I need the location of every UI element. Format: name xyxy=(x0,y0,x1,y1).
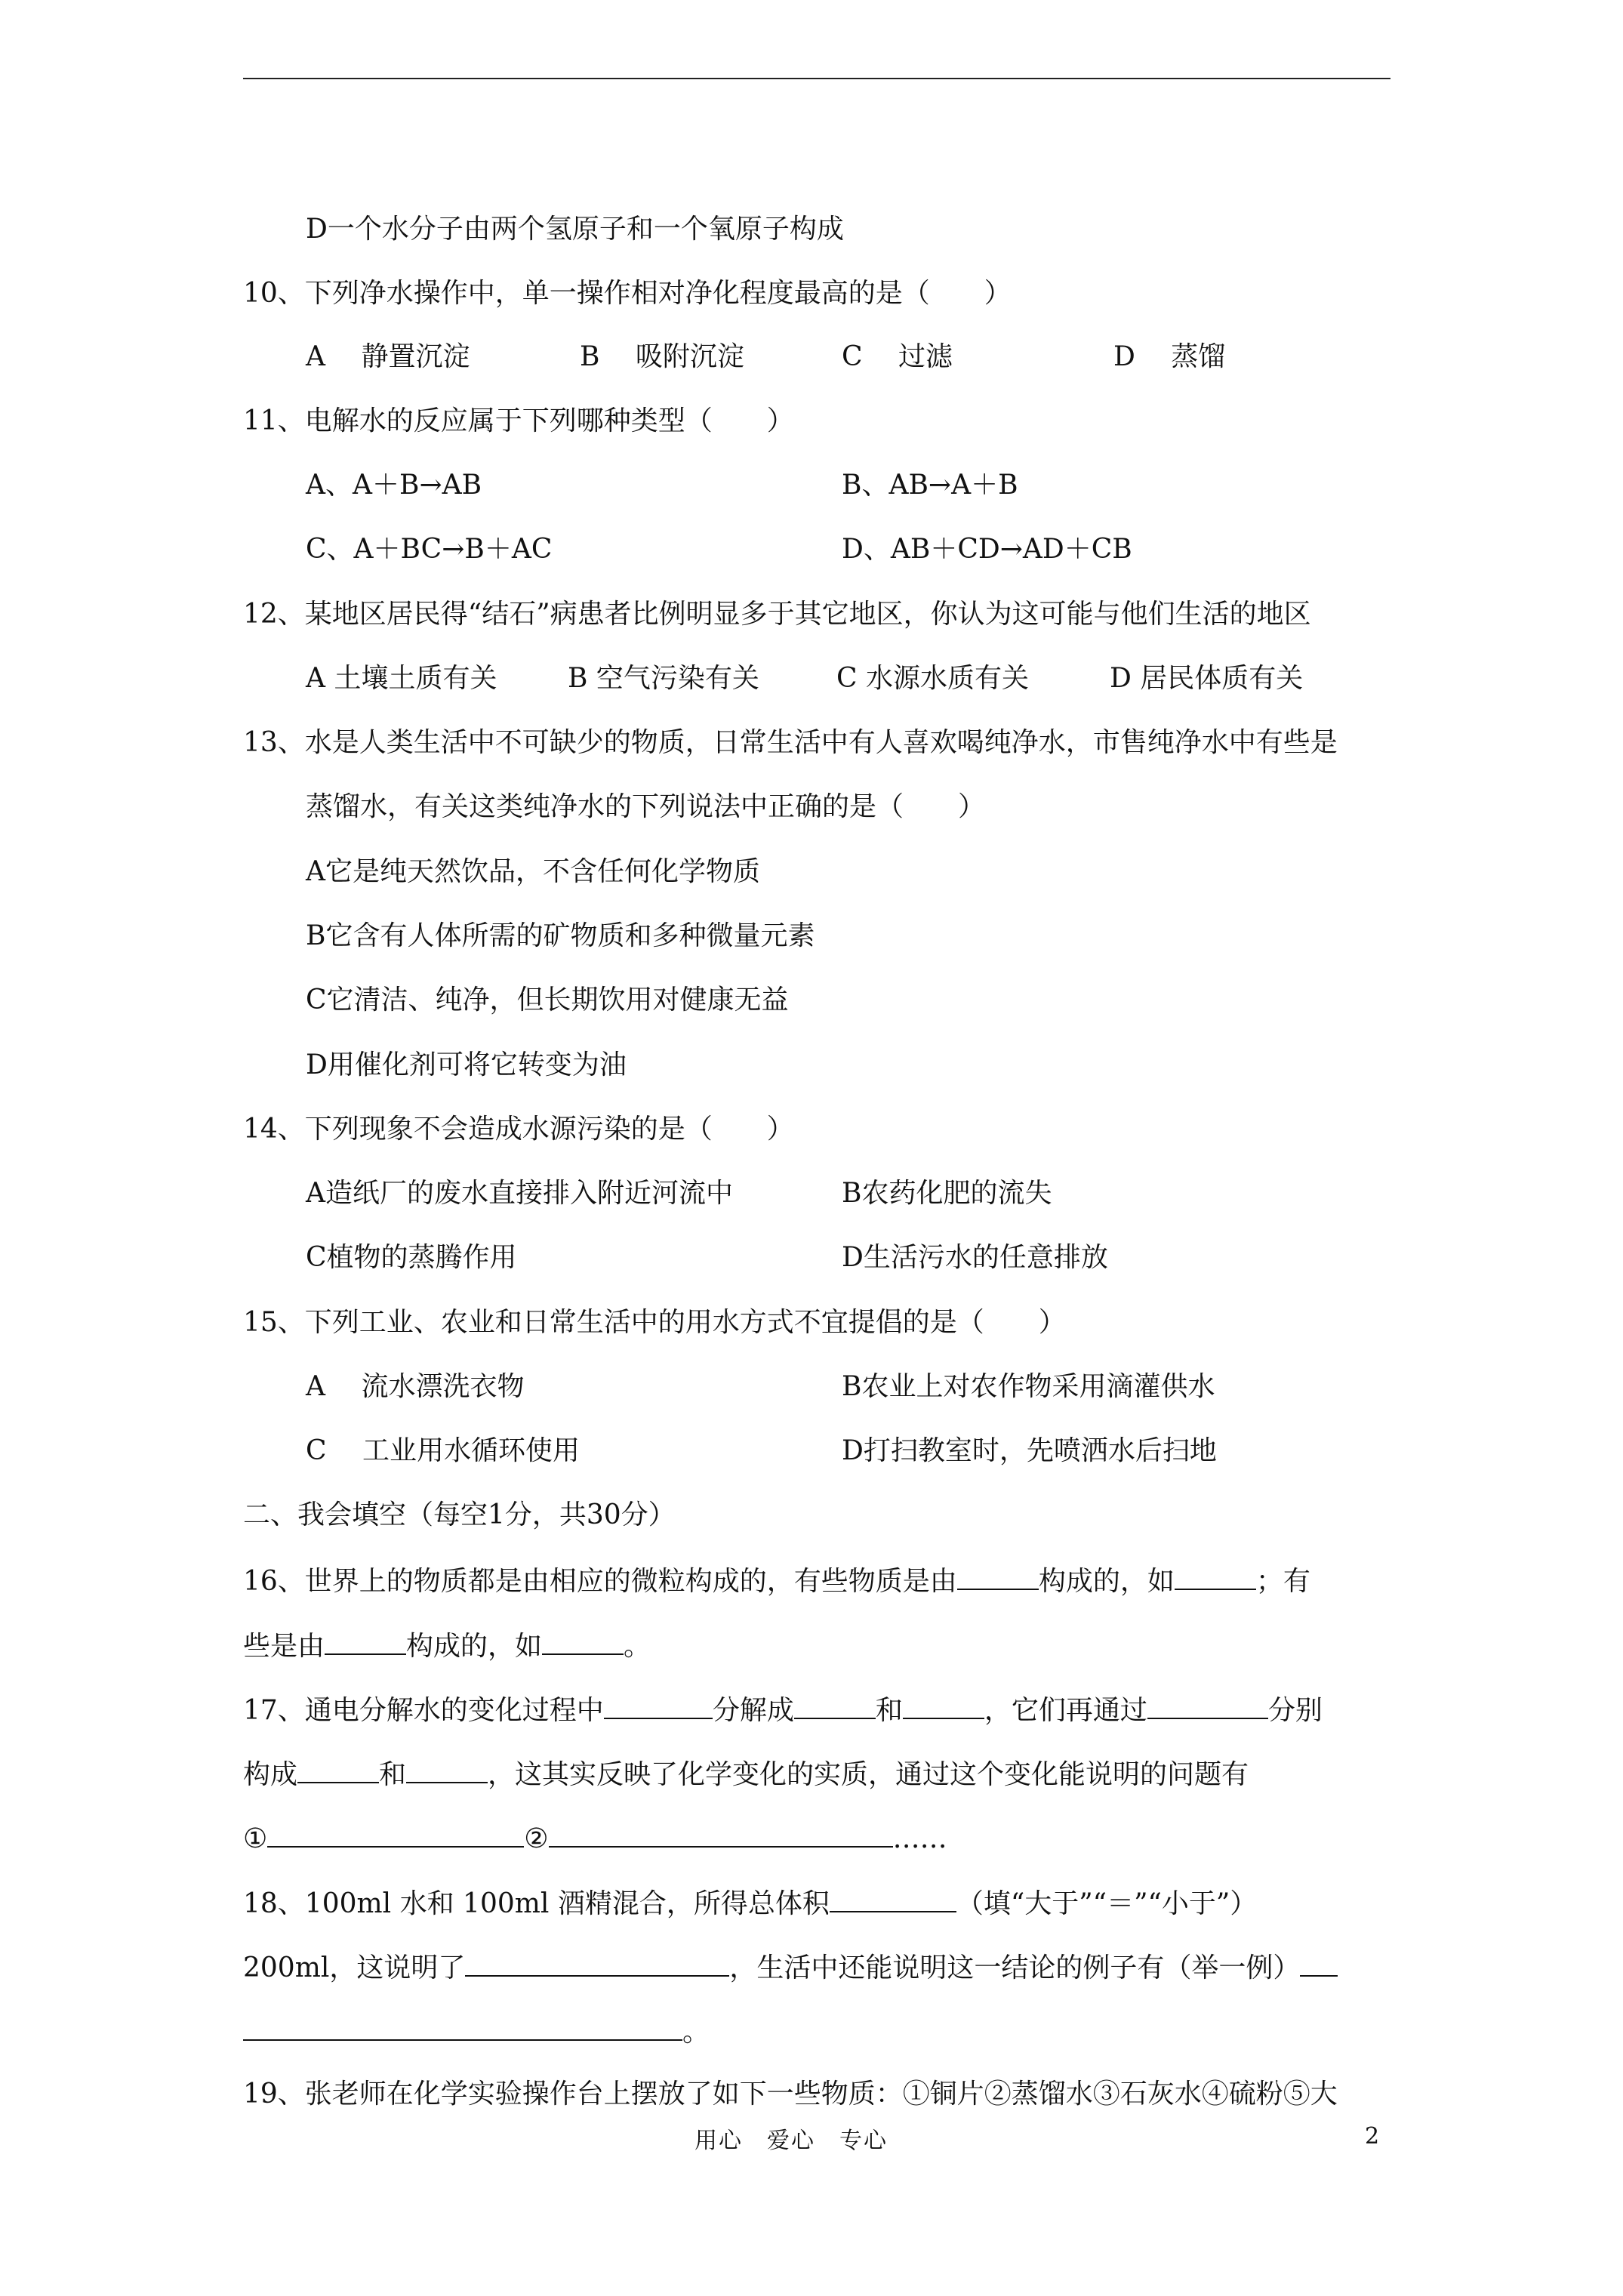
q16-text: 构成的，如 xyxy=(1038,1566,1175,1597)
q17-text: ② xyxy=(524,1823,549,1854)
answer-blank[interactable] xyxy=(406,1756,488,1783)
q13-stem-line2: 蒸馏水，有关这类纯净水的下列说法中正确的是（ ） xyxy=(306,791,986,822)
q18-text: （填“大于”“＝”“小于”） xyxy=(956,1888,1258,1919)
q17-text: …… xyxy=(892,1823,947,1854)
q14-option-c: C植物的蒸腾作用 xyxy=(306,1242,517,1273)
q16-text: 。 xyxy=(624,1631,651,1662)
q16-line2 xyxy=(243,1628,651,1663)
q10-option-a: A 静置沉淀 xyxy=(306,341,470,372)
q14-option-a: A造纸厂的废水直接排入附近河流中 xyxy=(306,1178,733,1209)
answer-blank[interactable] xyxy=(830,1885,956,1912)
q15-option-d: D打扫教室时，先喷洒水后扫地 xyxy=(842,1435,1217,1466)
q18-text: ，生活中还能说明这一结论的例子有（举一例） xyxy=(729,1952,1301,1983)
q10-stem: 10、下列净水操作中，单一操作相对净化程度最高的是（ ） xyxy=(243,278,1012,309)
q10-option-d: D 蒸馏 xyxy=(1113,341,1226,372)
q17-line1 xyxy=(243,1692,1323,1727)
page-footer: 用心 爱心 专心 xyxy=(694,2128,888,2154)
q10-option-b: B 吸附沉淀 xyxy=(580,341,744,372)
answer-blank[interactable] xyxy=(267,1820,524,1848)
answer-blank[interactable] xyxy=(542,1628,624,1655)
answer-blank[interactable] xyxy=(604,1692,713,1719)
q18-text: 200ml，这说明了 xyxy=(243,1952,466,1983)
q15-stem: 15、下列工业、农业和日常生活中的用水方式不宜提倡的是（ ） xyxy=(243,1307,1066,1338)
q16-text: 16、世界上的物质都是由相应的微粒构成的，有些物质是由 xyxy=(243,1566,957,1597)
q16-text: 构成的，如 xyxy=(406,1631,543,1662)
q15-option-c: C 工业用水循环使用 xyxy=(306,1435,580,1466)
q16-text: 些是由 xyxy=(243,1631,325,1662)
q13-option-b: B它含有人体所需的矿物质和多种微量元素 xyxy=(306,920,815,951)
q17-text: 构成 xyxy=(243,1759,298,1790)
q18-line3 xyxy=(243,2014,710,2049)
q17-line2 xyxy=(243,1756,1249,1792)
section-2-heading: 二、我会填空（每空1分，共30分） xyxy=(243,1499,676,1530)
answer-blank[interactable] xyxy=(297,1756,379,1783)
answer-blank[interactable] xyxy=(465,1949,729,1977)
q17-text: ，它们再通过 xyxy=(984,1695,1147,1726)
q11-option-b: B、AB→A＋B xyxy=(842,470,1018,501)
q12-option-d: D 居民体质有关 xyxy=(1110,663,1304,694)
q13-option-d: D用催化剂可将它转变为油 xyxy=(306,1049,627,1080)
q13-option-c: C它清洁、纯净，但长期饮用对健康无益 xyxy=(306,985,789,1015)
q14-option-d: D生活污水的任意排放 xyxy=(842,1242,1108,1273)
q13-stem-line1: 13、水是人类生活中不可缺少的物质，日常生活中有人喜欢喝纯净水，市售纯净水中有些是 xyxy=(243,727,1338,758)
q11-stem: 11、电解水的反应属于下列哪种类型（ ） xyxy=(243,405,794,436)
q11-option-a: A、A＋B→AB xyxy=(306,470,482,501)
answer-blank[interactable] xyxy=(549,1820,893,1848)
q15-option-a: A 流水漂洗衣物 xyxy=(306,1371,525,1402)
q13-option-a: A它是纯天然饮品，不含任何化学物质 xyxy=(306,856,760,887)
q16-text: ；有 xyxy=(1255,1566,1310,1597)
q17-text: 和 xyxy=(379,1759,407,1790)
header-rule xyxy=(243,78,1390,79)
q17-text: 和 xyxy=(875,1695,903,1726)
q9-option-d: D一个水分子由两个氢原子和一个氧原子构成 xyxy=(306,214,844,245)
answer-blank[interactable] xyxy=(243,2014,682,2041)
answer-blank[interactable] xyxy=(957,1563,1039,1590)
q15-option-b: B农业上对农作物采用滴灌供水 xyxy=(842,1371,1215,1402)
q12-option-c: C 水源水质有关 xyxy=(836,663,1029,694)
q10-option-c: C 过滤 xyxy=(842,341,953,372)
answer-blank[interactable] xyxy=(1300,1949,1338,1977)
q14-stem: 14、下列现象不会造成水源污染的是（ ） xyxy=(243,1114,794,1145)
q12-option-b: B 空气污染有关 xyxy=(568,663,759,694)
q17-text: ，这其实反映了化学变化的实质，通过这个变化能说明的问题有 xyxy=(488,1759,1249,1790)
answer-blank[interactable] xyxy=(1175,1563,1256,1590)
q17-text: ① xyxy=(243,1823,268,1854)
q19-stem: 19、张老师在化学实验操作台上摆放了如下一些物质：①铜片②蒸馏水③石灰水④硫粉⑤大 xyxy=(243,2079,1338,2110)
q16-line1 xyxy=(243,1563,1310,1598)
q17-text: 分别 xyxy=(1267,1695,1323,1726)
q18-line2 xyxy=(243,1949,1338,1985)
q18-text: 。 xyxy=(682,2017,710,2048)
q12-stem: 12、某地区居民得“结石”病患者比例明显多于其它地区，你认为这可能与他们生活的地区 xyxy=(243,599,1311,630)
answer-blank[interactable] xyxy=(325,1628,406,1655)
q17-text: 分解成 xyxy=(712,1695,794,1726)
q14-option-b: B农药化肥的流失 xyxy=(842,1178,1052,1209)
q18-text: 18、100ml 水和 100ml 酒精混合，所得总体积 xyxy=(243,1888,830,1919)
q11-option-d: D、AB＋CD→AD＋CB xyxy=(842,534,1132,565)
q12-option-a: A 土壤土质有关 xyxy=(306,663,497,694)
answer-blank[interactable] xyxy=(903,1692,984,1719)
answer-blank[interactable] xyxy=(1147,1692,1268,1719)
q17-text: 17、通电分解水的变化过程中 xyxy=(243,1695,604,1726)
answer-blank[interactable] xyxy=(794,1692,876,1719)
q18-line1 xyxy=(243,1885,1257,1921)
q17-line3 xyxy=(243,1820,947,1856)
q11-option-c: C、A＋BC→B＋AC xyxy=(306,534,553,565)
page-number: 2 xyxy=(1365,2123,1380,2150)
